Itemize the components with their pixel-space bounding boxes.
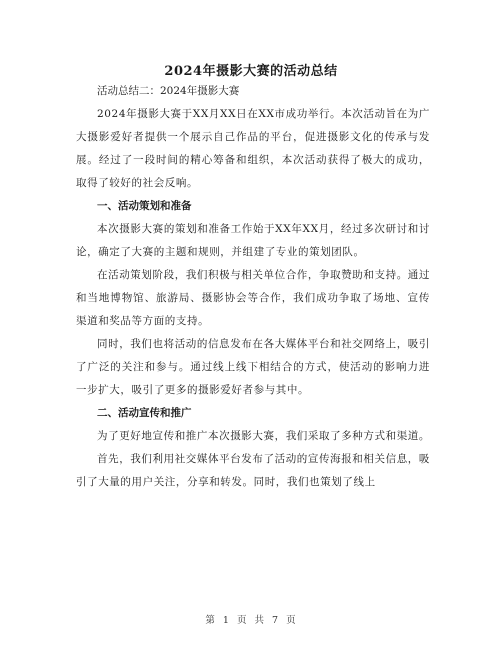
intro-paragraph: 2024年摄影大赛于XX月XX日在XX市成功举行。本次活动旨在为广大摄影爱好者提供一个展示自己作品的平台，促进摄影文化的传承与发展。经过了一段时间的精心筹备和组织，本次活动获得了极大的成功，取得了较好的社会反响。 (76, 108, 430, 189)
document-body (76, 80, 430, 494)
document-title: 2024年摄影大赛的活动总结 (164, 64, 338, 79)
promotion-paragraph-1: 为了更好地宣传和推广本次摄影大赛，我们采取了多种方式和渠道。 (97, 430, 430, 442)
promotion-paragraph-2: 首先，我们利用社交媒体平台发布了活动的宣传海报和相关信息，吸引了大量的用户关注，分享和转发。同时，我们也策划了线上 (76, 453, 430, 488)
planning-paragraph-1: 本次摄影大赛的策划和准备工作始于XX年XX月，经过多次研讨和讨论，确定了大赛的主题和规则，并组建了专业的策划团队。 (76, 223, 430, 258)
section-heading-planning: 一、活动策划和准备 (97, 200, 192, 212)
planning-paragraph-2: 在活动策划阶段，我们积极与相关单位合作，争取赞助和支持。通过和当地博物馆、旅游局、摄影协会等合作，我们成功争取了场地、宣传渠道和奖品等方面的支持。 (76, 269, 430, 327)
page-number-footer: 第 1 页 共 7 页 (205, 615, 297, 626)
planning-paragraph-3: 同时，我们也将活动的信息发布在各大媒体平台和社交网络上，吸引了广泛的关注和参与。通过线上线下相结合的方式，使活动的影响力进一步扩大，吸引了更多的摄影爱好者参与其中。 (76, 338, 430, 396)
section-heading-promotion: 二、活动宣传和推广 (97, 407, 192, 419)
document-subtitle: 活动总结二：2024年摄影大赛 (97, 85, 240, 97)
